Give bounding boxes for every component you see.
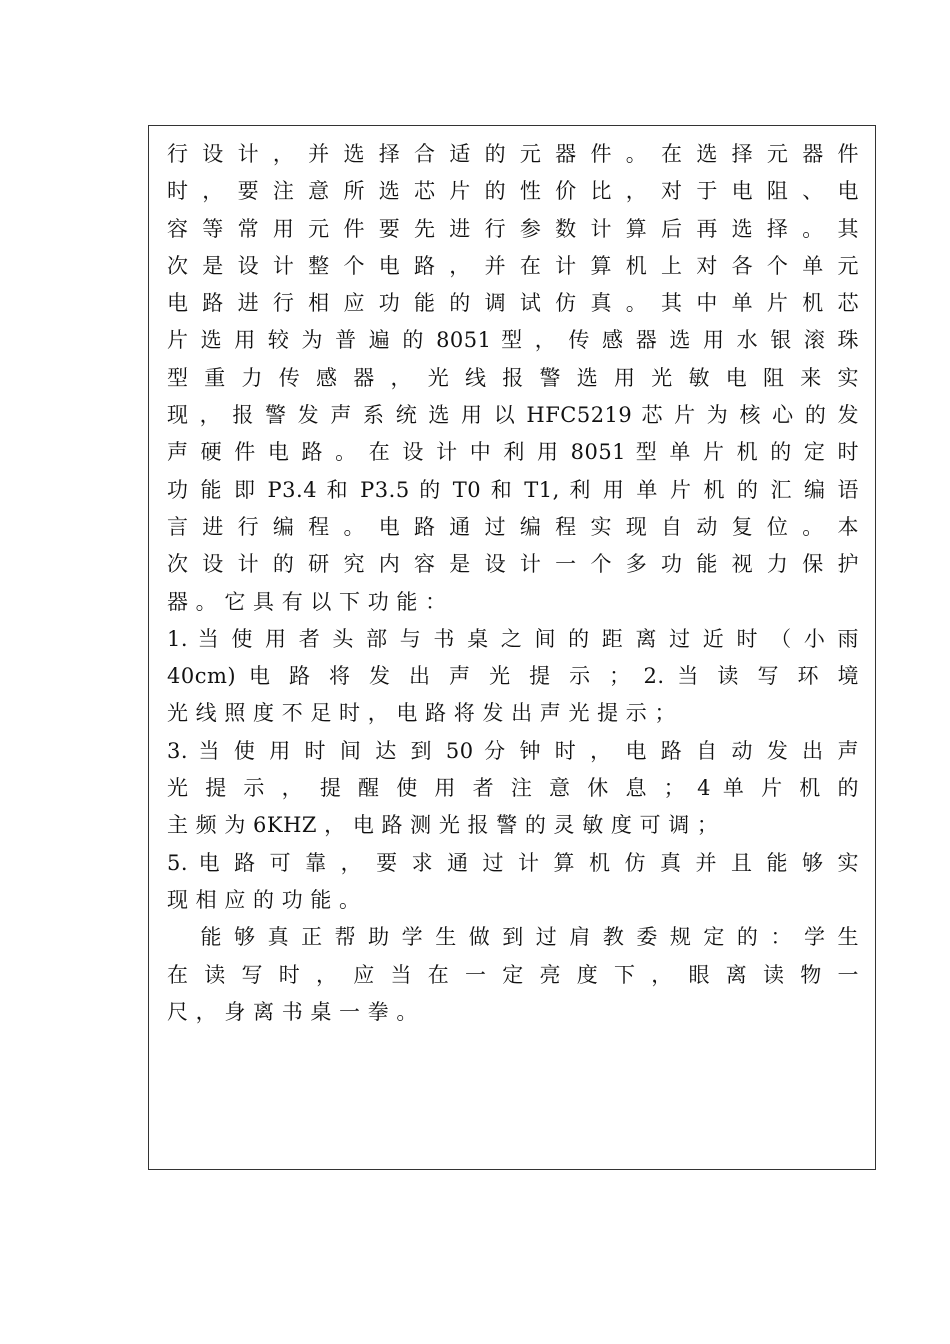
- text-line: 功 能 即 P3.4 和 P3.5 的 T0 和 T1, 利 用 单 片 机 的 汇 编 语: [167, 477, 859, 502]
- text-line: 光 提 示 ， 提 醒 使 用 者 注 意 休 息 ； 4 单 片 机 的: [167, 776, 859, 801]
- text-line: 1. 当 使 用 者 头 部 与 书 桌 之 间 的 距 离 过 近 时 （ 小 雨: [167, 626, 859, 651]
- text-line: 5. 电 路 可 靠 ， 要 求 通 过 计 算 机 仿 真 并 且 能 够 实: [167, 850, 859, 875]
- text-line: 光 线 照 度 不 足 时 ， 电 路 将 发 出 声 光 提 示 ；: [167, 701, 676, 726]
- text-line: 在 读 写 时 ， 应 当 在 一 定 亮 度 下 ， 眼 离 读 物 一: [167, 962, 859, 987]
- text-line: 电 路 进 行 相 应 功 能 的 调 试 仿 真 。 其 中 单 片 机 芯: [167, 291, 859, 316]
- text-line: 行 设 计 ， 并 选 择 合 适 的 元 器 件 。 在 选 择 元 器 件: [167, 142, 859, 166]
- text-line: 40cm) 电 路 将 发 出 声 光 提 示 ； 2. 当 读 写 环 境: [167, 664, 859, 689]
- document-frame: [148, 125, 876, 1170]
- text-line: 声 硬 件 电 路 。 在 设 计 中 利 用 8051 型 单 片 机 的 定 时: [167, 440, 859, 465]
- text-line: 次 设 计 的 研 究 内 容 是 设 计 一 个 多 功 能 视 力 保 护: [167, 552, 859, 577]
- text-line: 3. 当 使 用 时 间 达 到 50 分 钟 时 ， 电 路 自 动 发 出 声: [167, 738, 859, 763]
- text-line: 现 ， 报 警 发 声 系 统 选 用 以 HFC5219 芯 片 为 核 心 的 发: [167, 403, 859, 428]
- text-line: 时 ， 要 注 意 所 选 芯 片 的 性 价 比 ， 对 于 电 阻 、 电: [167, 179, 859, 204]
- text-line: 次 是 设 计 整 个 电 路 ， 并 在 计 算 机 上 对 各 个 单 元: [167, 253, 859, 278]
- text-line: 容 等 常 用 元 件 要 先 进 行 参 数 计 算 后 再 选 择 。 其: [167, 216, 859, 241]
- text-line: 型 重 力 传 感 器 ， 光 线 报 警 选 用 光 敏 电 阻 来 实: [167, 365, 859, 390]
- text-line: 能 够 真 正 帮 助 学 生 做 到 过 肩 教 委 规 定 的 ： 学 生: [167, 925, 859, 950]
- text-line: 尺 ， 身 离 书 桌 一 拳 。: [167, 999, 418, 1024]
- document-body: [167, 136, 859, 1031]
- text-line: 现 相 应 的 功 能 。: [167, 887, 361, 912]
- text-line: 言 进 行 编 程 。 电 路 通 过 编 程 实 现 自 动 复 位 。 本: [167, 514, 859, 539]
- text-line: 片 选 用 较 为 普 遍 的 8051 型 ， 传 感 器 选 用 水 银 滚 珠: [167, 328, 859, 353]
- text-line: 主 频 为 6KHZ ， 电 路 测 光 报 警 的 灵 敏 度 可 调 ；: [167, 813, 719, 838]
- text-line: 器 。 它 具 有 以 下 功 能 ：: [167, 589, 447, 614]
